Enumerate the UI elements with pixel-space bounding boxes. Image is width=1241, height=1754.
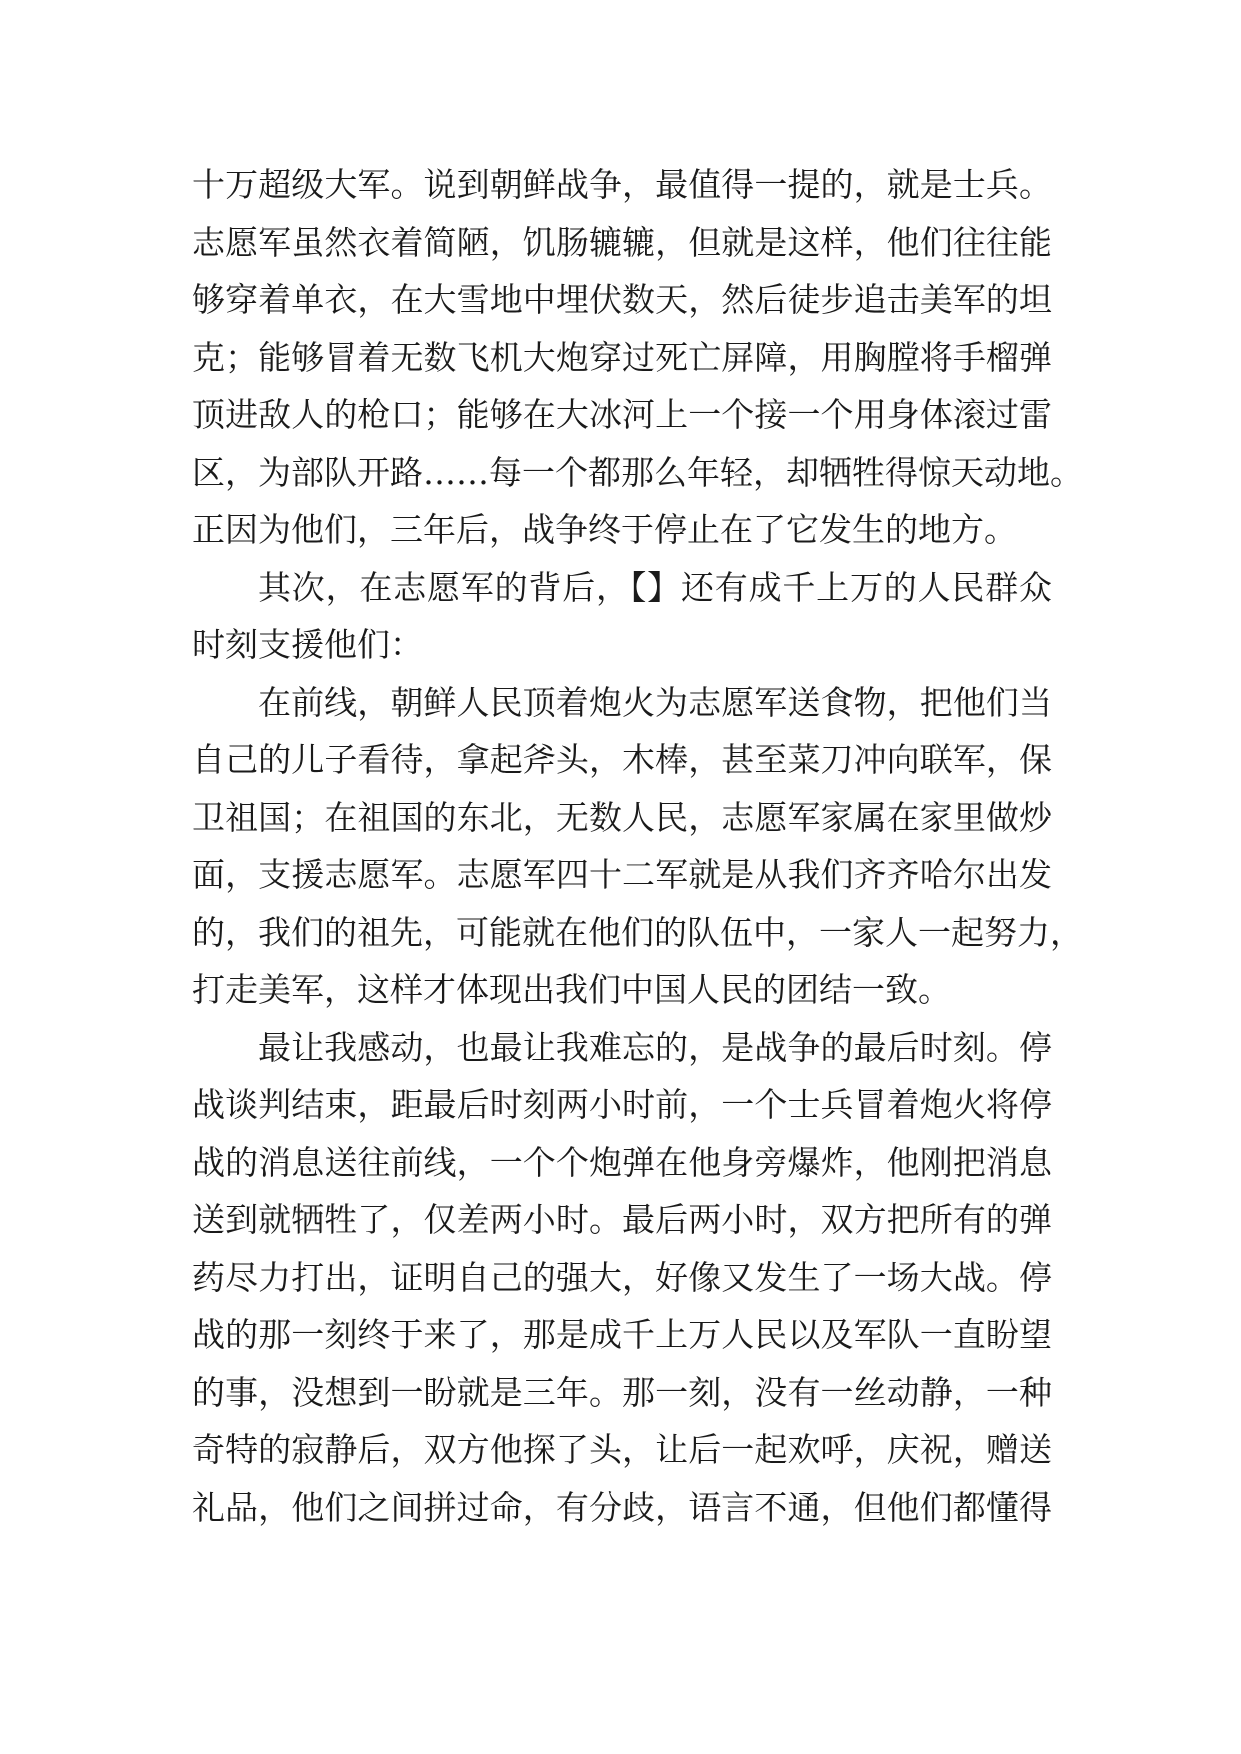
text-line: 战的那一刻终于来了，那是成千上万人民以及军队一直盼望 (192, 1315, 1052, 1354)
paragraph-first-line: 最让我感动，也最让我难忘的，是战争的最后时刻。停 (258, 1028, 1052, 1067)
text-line: 战谈判结束，距最后时刻两小时前，一个士兵冒着炮火将停 (192, 1085, 1052, 1124)
text-line: 克；能够冒着无数飞机大炮穿过死亡屏障，用胸膛将手榴弹 (192, 338, 1052, 377)
text-line: 的事，没想到一盼就是三年。那一刻，没有一丝动静，一种 (192, 1373, 1052, 1412)
paragraph-first-line: 在前线，朝鲜人民顶着炮火为志愿军送食物，把他们当 (258, 683, 1052, 722)
text-line: 时刻支援他们： (192, 625, 423, 664)
text-line: 面，支援志愿军。志愿军四十二军就是从我们齐齐哈尔出发 (192, 855, 1052, 894)
text-line: 够穿着单衣，在大雪地中埋伏数天，然后徒步追击美军的坦 (192, 280, 1052, 319)
paragraph-first-line: 其次，在志愿军的背后，【】还有成千上万的人民群众 (258, 568, 1052, 607)
text-line: 卫祖国；在祖国的东北，无数人民，志愿军家属在家里做炒 (192, 798, 1052, 837)
text-line: 打走美军，这样才体现出我们中国人民的团结一致。 (192, 970, 951, 1009)
text-line: 顶进敌人的枪口；能够在大冰河上一个接一个用身体滚过雷 (192, 395, 1052, 434)
text-line: 战的消息送往前线，一个个炮弹在他身旁爆炸，他刚把消息 (192, 1143, 1052, 1182)
text-line: 送到就牺牲了，仅差两小时。最后两小时，双方把所有的弹 (192, 1200, 1052, 1239)
text-line: 十万超级大军。说到朝鲜战争，最值得一提的，就是士兵。 (192, 165, 1052, 204)
text-line: 奇特的寂静后，双方他探了头，让后一起欢呼，庆祝，赠送 (192, 1430, 1052, 1469)
text-line: 药尽力打出，证明自己的强大，好像又发生了一场大战。停 (192, 1258, 1052, 1297)
text-line: 自己的儿子看待，拿起斧头，木棒，甚至菜刀冲向联军，保 (192, 740, 1052, 779)
text-line: 的，我们的祖先，可能就在他们的队伍中，一家人一起努力， (192, 913, 1083, 952)
text-line: 志愿军虽然衣着简陋，饥肠辘辘，但就是这样，他们往往能 (192, 223, 1052, 262)
text-line: 礼品，他们之间拼过命，有分歧，语言不通，但他们都懂得 (192, 1488, 1052, 1527)
text-line: 正因为他们，三年后，战争终于停止在了它发生的地方。 (192, 510, 1017, 549)
text-line: 区，为部队开路……每一个都那么年轻，却牺牲得惊天动地。 (192, 453, 1083, 492)
